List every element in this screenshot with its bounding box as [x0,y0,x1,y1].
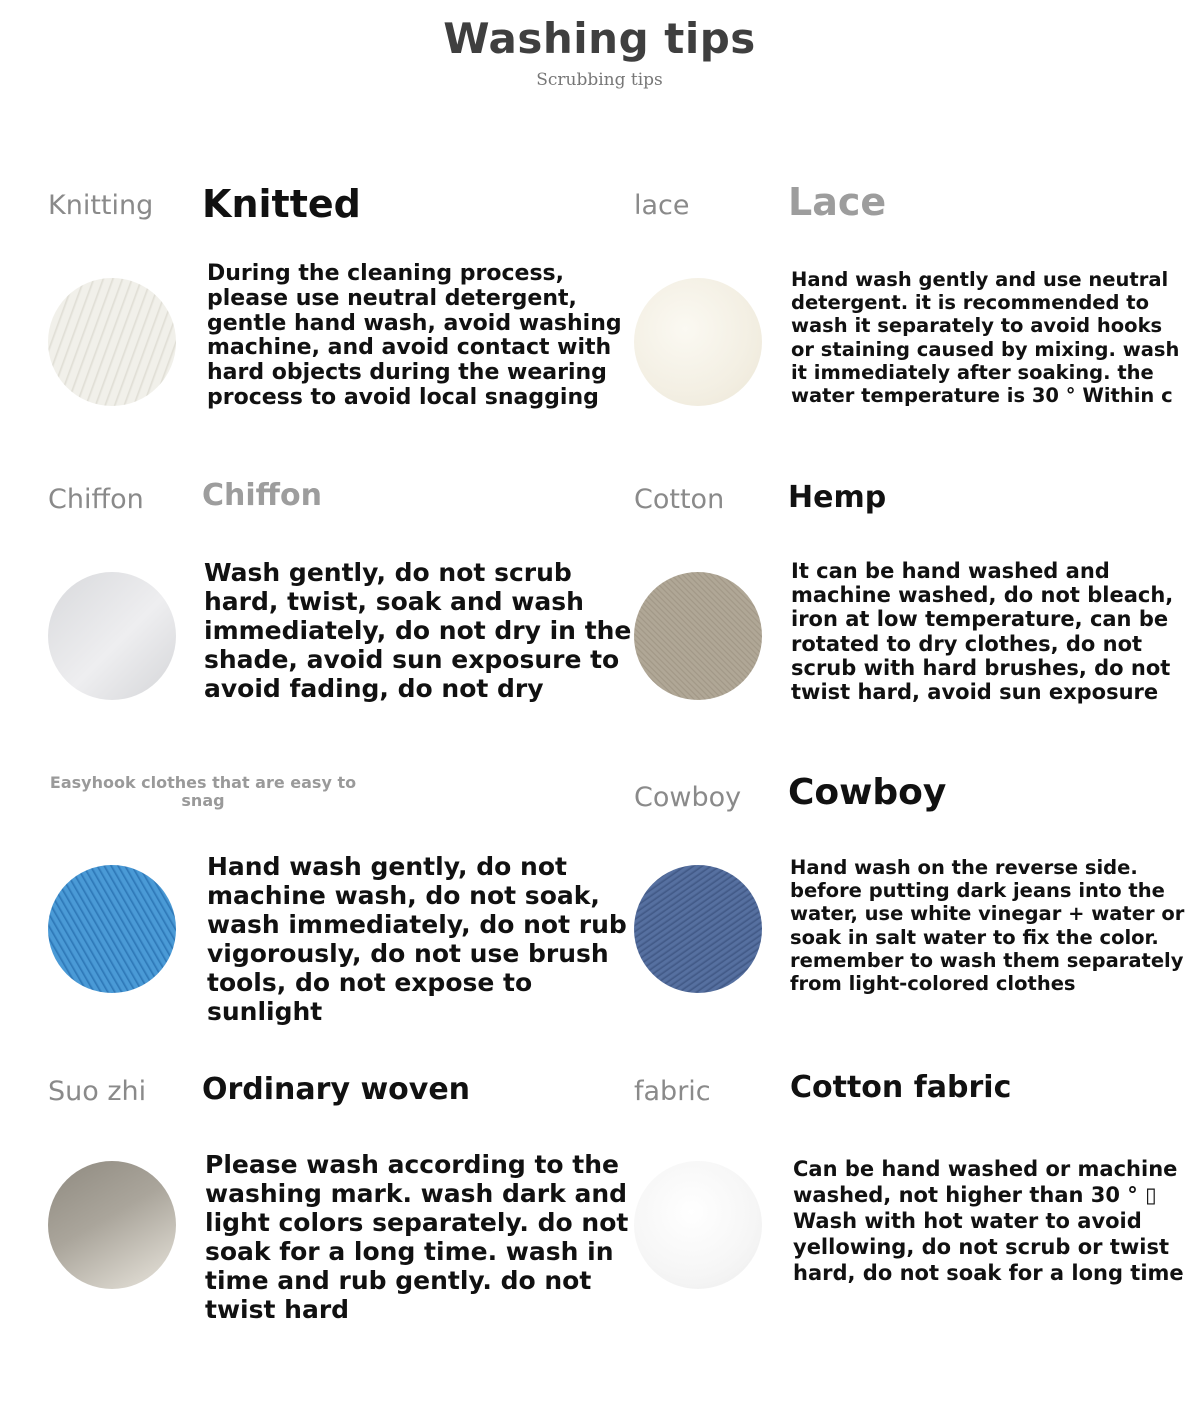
fabric-heading: Cowboy [788,772,947,813]
cotton-swatch [634,1161,762,1289]
fabric-description: Hand wash on the reverse side. before putting dark jeans into the water, use white vinegar + water or soak in salt water to fix the color. remember to wash them separately from light-colored clothes [790,856,1185,996]
fabric-tag: Chiffon [48,484,144,515]
fabric-tag: Suo zhi [48,1076,147,1107]
mesh-swatch [48,865,176,993]
hemp-swatch [634,572,762,700]
fabric-description: It can be hand washed and machine washed, do not bleach, iron at low temperature, can be rotated to dry clothes, do not scrub with hard brushes, do not twist hard, avoid sun exposure [791,559,1174,705]
fabric-tag: lace [634,190,690,221]
fabric-heading: Knitted [202,182,361,226]
card-lace [634,180,1199,470]
fabric-description: During the cleaning process, please use neutral detergent, gentle hand wash, avoid washing machine, and avoid contact with hard objects during the wearing process to avoid local snagging [207,261,622,410]
card-chiffon [48,478,638,764]
page-title: Washing tips [443,14,756,63]
card-cotton [634,1070,1199,1356]
fabric-heading: Cotton fabric [790,1070,1012,1105]
fabric-tag: Cowboy [634,782,742,813]
fabric-tag: Easyhook clothes that are easy to snag [49,773,357,810]
fabric-heading: Hemp [788,480,887,515]
lace-swatch [634,278,762,406]
denim-swatch [634,865,762,993]
card-cowboy [634,772,1199,1062]
fabric-tag: Knitting [48,190,154,221]
card-hemp [634,480,1199,764]
fabric-description: Please wash according to the washing mark. wash dark and light colors separately. do not soak for a long time. wash in time and rub gently. do not twist hard [205,1150,629,1324]
knitted-swatch [48,278,176,406]
fabric-description: Can be hand washed or machine washed, not higher than 30 ° ▯ Wash with hot water to avoid yellowing, do not scrub or twist hard, do not soak for a long time [793,1157,1184,1285]
card-knitted [48,182,638,470]
chiffon-swatch [48,572,176,700]
fabric-tag: Cotton [634,484,725,515]
fabric-description: Wash gently, do not scrub hard, twist, soak and wash immediately, do not dry in the shade, avoid sun exposure to avoid fading, do not dry [204,558,632,703]
page-subtitle: Scrubbing tips [536,70,663,90]
fabric-description: Hand wash gently, do not machine wash, do not soak, wash immediately, do not rub vigorously, do not use brush tools, do not expose to sunlight [207,852,627,1026]
woven-swatch [48,1161,176,1289]
fabric-heading: Lace [788,180,887,224]
fabric-tag: fabric [634,1076,711,1107]
fabric-description: Hand wash gently and use neutral detergent. it is recommended to wash it separately to avoid hooks or staining caused by mixing. wash it immediately after soaking. the water temperature is 30 ° Within c [791,268,1180,408]
card-woven [48,1072,638,1356]
fabric-heading: Ordinary woven [202,1072,471,1107]
fabric-heading: Chiffon [202,478,322,513]
card-easyhook [43,773,633,1062]
